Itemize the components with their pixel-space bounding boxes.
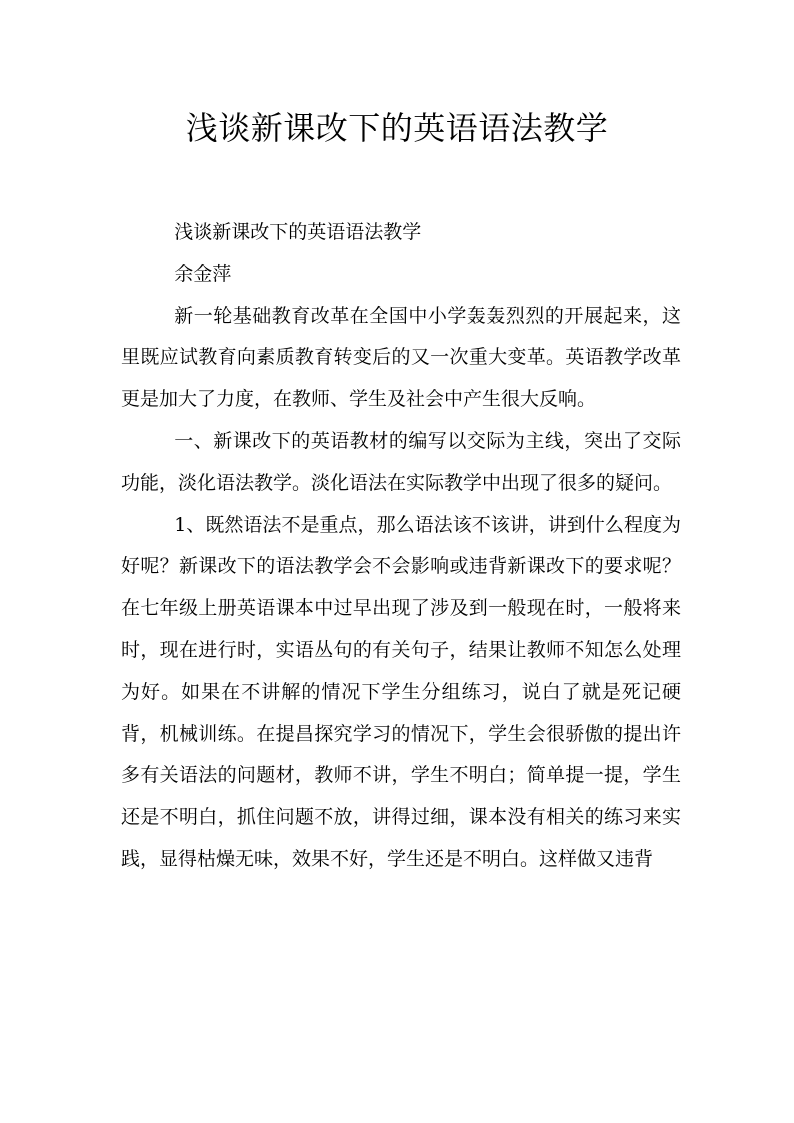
author-line: 余金萍 [174, 262, 232, 285]
paragraph-section-one: 一、新课改下的英语教材的编写以交际为主线，突出了交际功能，淡化语法教学。淡化语法在实际教学中出现了很多的疑问。 [121, 429, 681, 494]
document-body [121, 212, 681, 881]
paragraph-point-one: 1、既然语法不是重点，那么语法该不该讲，讲到什么程度为好呢？新课改下的语法教学会不会影响或违背新课改下的要求呢？在七年级上册英语课本中过早出现了涉及到一般现在时，一般将来时，现在进行时，实语丛句的有关句子，结果让教师不知怎么处理为好。如果在不讲解的情况下学生分组练习，说白了就是死记硬背，机械训练。在提昌探究学习的情况下，学生会很骄傲的提出许多有关语法的问题材，教师不讲，学生不明白；简单提一提，学生还是不明白，抓住问题不放，讲得过细，课本没有相关的练习来实践，显得枯燥无味，效果不好，学生还是不明白。这样做又违背 [121, 513, 681, 870]
paragraph-intro: 新一轮基础教育改革在全国中小学轰轰烈烈的开展起来，这里既应试教育向素质教育转变后的又一次重大变革。英语教学改革更是加大了力度，在教师、学生及社会中产生很大反响。 [121, 304, 681, 411]
subtitle-line: 浅谈新课改下的英语语法教学 [174, 221, 422, 243]
document-title: 浅谈新课改下的英语语法教学 [185, 109, 609, 147]
